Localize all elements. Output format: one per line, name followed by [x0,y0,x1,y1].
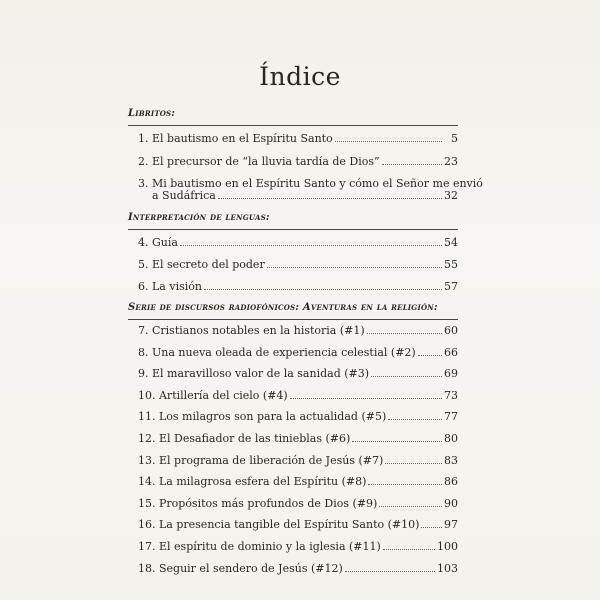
entry-label: 18. Seguir el sendero de Jesús (#12) [138,561,343,575]
dot-leader [368,484,442,485]
dot-leader [345,571,435,572]
entry-page: 57 [444,280,458,293]
toc-entry[interactable] [128,563,458,575]
dot-leader [379,506,442,507]
entry-page: 73 [444,388,458,402]
dot-leader [385,463,442,464]
entry-page: 60 [444,324,458,337]
entry-label: 5. El secreto del poder [138,258,265,271]
entry-page: 86 [444,475,458,489]
entry-page: 90 [444,496,458,510]
entry-page: 54 [444,236,458,249]
entry-label: 3. Mi bautismo en el Espíritu Santo y cómo el Señor me envió [138,177,483,190]
toc-entry[interactable] [128,347,458,359]
entry-label: 15. Propósitos más profundos de Dios (#9) [138,496,378,510]
toc-entry[interactable] [128,156,458,168]
toc-entry[interactable] [128,411,458,423]
toc-entry[interactable] [128,476,458,488]
toc-entry[interactable] [128,541,458,553]
entry-label: 9. El maravilloso valor de la sanidad (#3) [138,367,370,381]
section-heading-libritos: Libritos: [128,108,176,119]
dot-leader [335,141,442,142]
dot-leader [180,245,442,246]
dot-leader [367,333,442,334]
entry-label: 10. Artillería del cielo (#4) [138,388,288,402]
entry-label: 6. La visión [138,280,202,293]
entry-page: 5 [451,132,458,145]
dot-leader [352,441,442,442]
entry-label: 2. El precursor de “la lluvia tardía de Dios” [138,155,380,168]
toc-entry[interactable] [128,133,458,145]
entry-label: 7. Cristianos notables en la historia (#1) [138,324,365,337]
entry-page: 100 [437,539,458,553]
dot-leader [382,164,442,165]
toc-entry[interactable] [128,390,458,402]
entry-page: 32 [444,189,458,202]
dot-leader [371,376,442,377]
entry-page: 55 [444,258,458,271]
toc-entry[interactable] [128,433,458,445]
entry-label: 16. La presencia tangible del Espíritu Santo (#10) [138,518,420,532]
entry-label: 13. El programa de liberación de Jesús (#7) [138,453,384,467]
page-title: Índice [259,62,341,91]
dot-leader [267,267,442,268]
entry-page: 69 [444,367,458,381]
section-heading-serie: Serie de discursos radiofónicos: Aventuras en la religión: [128,302,438,313]
section-heading-interpretacion: Interpretación de lenguas: [128,212,270,223]
entry-page: 80 [444,431,458,445]
dot-leader [204,289,442,290]
toc-entry[interactable] [128,519,458,531]
entry-label: 17. El espíritu de dominio y la iglesia (#11) [138,539,381,553]
entry-label: 14. La milagrosa esfera del Espíritu (#8) [138,475,367,489]
entry-page: 23 [444,155,458,168]
dot-leader [421,527,442,528]
entry-label-continued: a Sudáfrica [152,189,216,202]
entry-page: 97 [444,518,458,532]
toc-entry[interactable] [128,281,458,293]
dot-leader [290,398,442,399]
dot-leader [388,419,442,420]
dot-leader [383,549,435,550]
entry-page: 83 [444,453,458,467]
dot-leader [418,355,442,356]
entry-label: 1. El bautismo en el Espíritu Santo [138,132,333,145]
table-of-contents [128,103,483,575]
entry-label: 4. Guía [138,236,178,249]
toc-entry[interactable] [128,368,458,380]
entry-label: 8. Una nueva oleada de experiencia celestial (#2) [138,345,416,359]
entry-label: 11. Los milagros son para la actualidad (#5) [138,410,387,424]
toc-entry[interactable] [128,237,458,249]
entry-label: 12. El Desafiador de las tinieblas (#6) [138,431,351,445]
toc-entry[interactable] [128,325,458,337]
toc-entry[interactable] [128,177,483,202]
toc-entry[interactable] [128,498,458,510]
toc-entry[interactable] [128,259,458,271]
toc-entry[interactable] [128,455,458,467]
entry-page: 66 [444,345,458,359]
dot-leader [218,198,442,199]
entry-page: 103 [437,561,458,575]
entry-page: 77 [444,410,458,424]
